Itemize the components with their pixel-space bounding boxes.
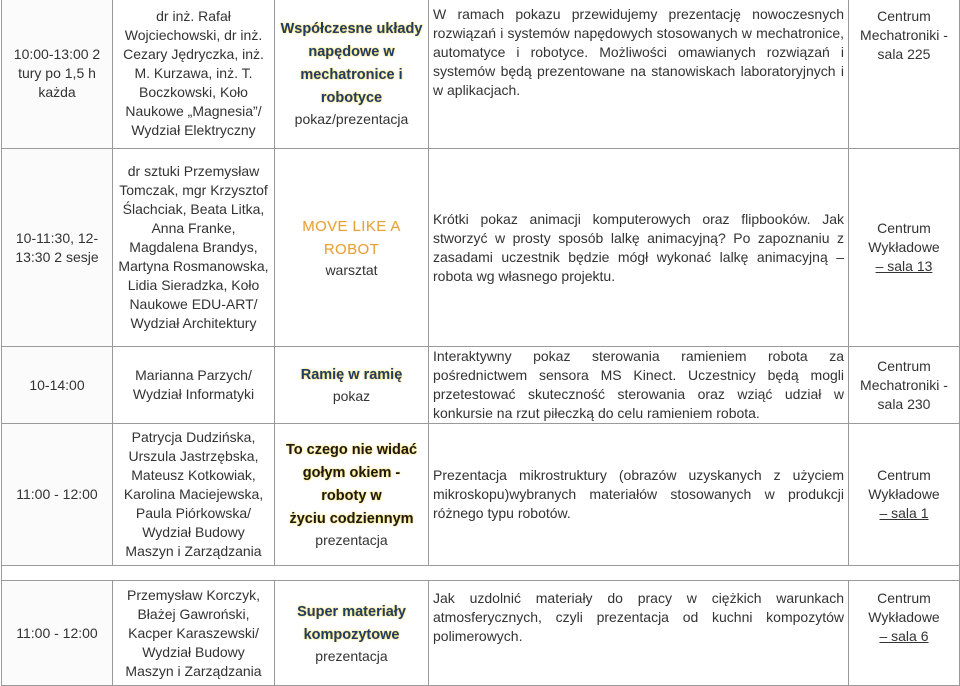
event-cell (275, 0, 429, 149)
event-title: kompozytowe (303, 626, 400, 643)
location-cell: Centrum Mechatroniki - sala 230 (849, 347, 960, 424)
event-kind: pokaz/prezentacja (294, 111, 409, 127)
table-row (2, 424, 960, 566)
location-line: Centrum (877, 590, 931, 606)
event-title: mechatronice i (300, 67, 403, 83)
event-title: życiu codziennym (289, 511, 414, 527)
location-line: Wykładowe (868, 609, 940, 625)
table-spacer (2, 566, 960, 581)
event-title: Super materiały (297, 603, 406, 620)
table-row (2, 347, 960, 424)
event-title: Współczesne układy (280, 21, 423, 37)
event-cell (275, 347, 429, 424)
event-cell (275, 424, 429, 566)
description-cell: Interaktywny pokaz sterowania ramieniem robota za pośrednictwem sensora MS Kinect. Uczestnicy będą mogli przetestować skuteczność sterowania oraz wziąć udział w konkursie na rzut piłeczką do celu ramieniem robota. (429, 347, 849, 424)
event-title: gołym okiem - roboty w (302, 465, 401, 504)
event-kind: warsztat (325, 262, 378, 278)
description-cell: Prezentacja mikrostruktury (obrazów uzyskanych z użyciem mikroskopu)wybranych materiałów stosowanych w produkcji różnego typu robotów. (429, 424, 849, 566)
time-cell: 11:00 - 12:00 (2, 424, 113, 566)
location-line: – sala 1 (879, 505, 929, 521)
table-row (2, 0, 960, 149)
event-title: Ramię w ramię (300, 367, 403, 383)
location-line: – sala 6 (879, 628, 929, 644)
event-kind: pokaz (332, 388, 371, 404)
location-cell (849, 424, 960, 566)
schedule-table (1, 0, 960, 686)
location-cell (849, 149, 960, 347)
event-title: To czego nie widać (285, 442, 418, 458)
time-cell: 10-14:00 (2, 347, 113, 424)
presenters-cell: dr sztuki Przemysław Tomczak, mgr Krzysztof Ślachciak, Beata Litka, Anna Franke, Magdalena Brandys, Martyna Rosmanowska, Lidia Sieradzka, Koło Naukowe EDU-ART/ Wydział Architektury (113, 149, 275, 347)
description-cell: W ramach pokazu przewidujemy prezentację nowoczesnych rozwiązań i systemów napędowych stosowanych w mechatronice, automatyce i robotyce. Możliwości omawianych rozwiązań i systemów będą prezentowane na stanowiskach laboratoryjnych i w aplikacjach. (429, 0, 849, 149)
event-title: MOVE LIKE A ROBOT (302, 218, 401, 258)
location-cell: Centrum Mechatroniki - sala 225 (849, 0, 960, 149)
location-cell (849, 581, 960, 686)
location-line: Wykładowe (868, 486, 940, 502)
time-cell: 10-11:30, 12-13:30 2 sesje (2, 149, 113, 347)
location-line: Centrum (877, 220, 931, 236)
presenters-cell: dr inż. Rafał Wojciechowski, dr inż. Cezary Jędryczka, inż. M. Kurzawa, inż. T. Boczkowski, Koło Naukowe „Magnesia”/ Wydział Elektryczny (113, 0, 275, 149)
description-cell: Krótki pokaz animacji komputerowych oraz flipbooków. Jak stworzyć w prosty sposób lalkę animacyjną? Po zapoznaniu z zasadami uczestnik będzie mógł wykonać lalkę animacyjną – robota wg własnego projektu. (429, 149, 849, 347)
event-kind: prezentacja (315, 532, 388, 548)
table-row (2, 581, 960, 686)
table-row (2, 149, 960, 347)
event-cell (275, 149, 429, 347)
time-cell: 10:00-13:00 2 tury po 1,5 h każda (2, 0, 113, 149)
event-cell (275, 581, 429, 686)
event-title: napędowe w (308, 44, 395, 60)
event-kind: prezentacja (315, 647, 388, 664)
location-line: – sala 13 (875, 258, 933, 274)
presenters-cell: Marianna Parzych/ Wydział Informatyki (113, 347, 275, 424)
description-cell: Jak uzdolnić materiały do pracy w ciężkich warunkach atmosferycznych, czyli prezentacja od kuchni kompozytów polimerowych. (429, 581, 849, 686)
location-line: Wykładowe (868, 239, 940, 255)
location-line: Centrum (877, 467, 931, 483)
event-title: robotyce (320, 90, 383, 106)
presenters-cell: Przemysław Korczyk, Błażej Gawroński, Kacper Karaszewski/ Wydział Budowy Maszyn i Zarządzania (113, 581, 275, 686)
presenters-cell: Patrycja Dudzińska, Urszula Jastrzębska, Mateusz Kotkowiak, Karolina Maciejewska, Paula Piórkowska/ Wydział Budowy Maszyn i Zarządzania (113, 424, 275, 566)
time-cell: 11:00 - 12:00 (2, 581, 113, 686)
